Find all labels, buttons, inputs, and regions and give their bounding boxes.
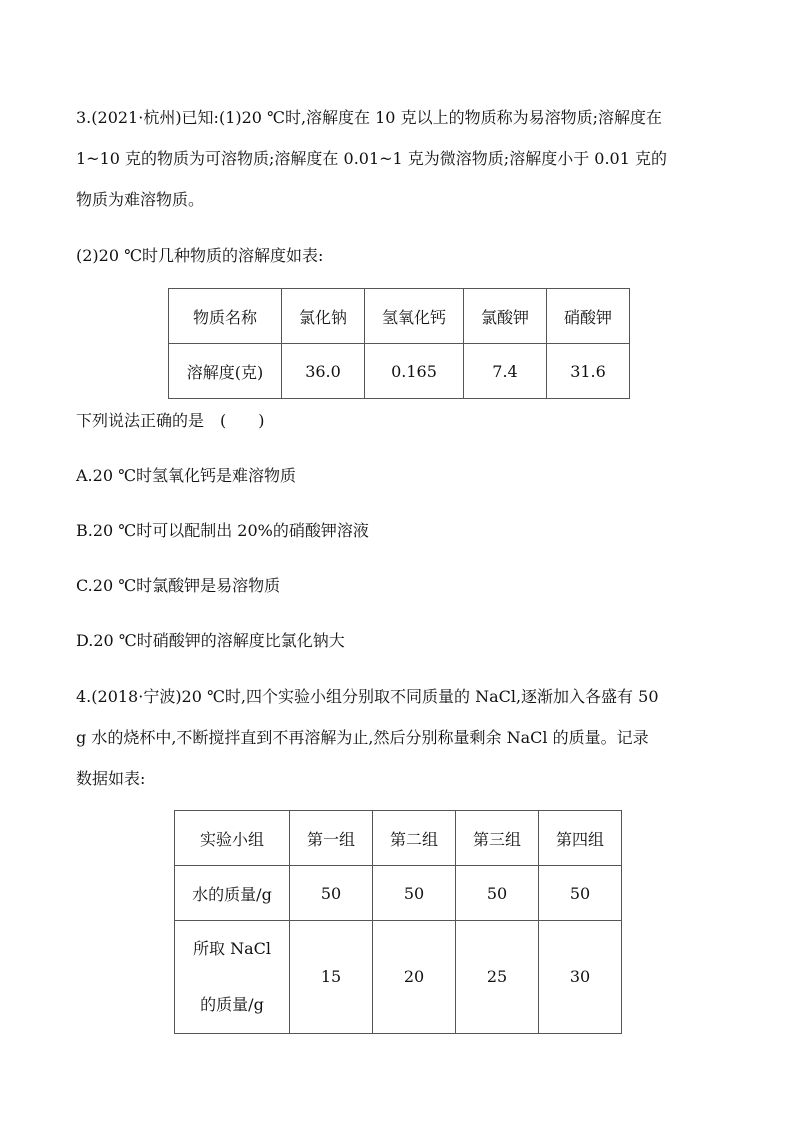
table-cell: 15: [290, 921, 373, 1034]
table-cell: 20: [373, 921, 456, 1034]
table-row: [169, 344, 630, 399]
table-row: [169, 289, 630, 344]
table-header-cell: 第四组: [539, 811, 622, 866]
table-row: [175, 921, 622, 1034]
table-row-label-line-1: 所取 NaCl: [193, 939, 271, 958]
q3-option-c: C.20 ℃时氯酸钾是易溶物质: [76, 576, 281, 595]
table-header-cell: 第二组: [373, 811, 456, 866]
solubility-table: [168, 288, 630, 399]
table-header-cell: 硝酸钾: [547, 289, 630, 344]
experiment-table: [174, 810, 622, 1034]
table-row-label: 水的质量/g: [175, 866, 290, 921]
q3-option-a: A.20 ℃时氢氧化钙是难溶物质: [76, 466, 296, 485]
table-header-cell: 第三组: [456, 811, 539, 866]
table-cell: 50: [456, 866, 539, 921]
q3-prompt: 下列说法正确的是 ( ): [76, 411, 265, 430]
table-cell: 50: [373, 866, 456, 921]
q4-stem-line-2: g 水的烧杯中,不断搅拌直到不再溶解为止,然后分别称量剩余 NaCl 的质量。记录: [76, 728, 649, 747]
q3-part2-text: (2)20 ℃时几种物质的溶解度如表:: [76, 246, 324, 265]
table-row-label: [175, 921, 290, 1034]
table-cell: 50: [290, 866, 373, 921]
q4-stem-line-1: 4.(2018·宁波)20 ℃时,四个实验小组分别取不同质量的 NaCl,逐渐加入各盛有 50: [76, 687, 659, 706]
table-cell: 0.165: [365, 344, 464, 399]
q3-stem-line-2: 1~10 克的物质为可溶物质;溶解度在 0.01~1 克为微溶物质;溶解度小于 0.01 克的: [76, 149, 667, 168]
table-header-cell: 第一组: [290, 811, 373, 866]
q4-stem-line-3: 数据如表:: [76, 769, 146, 788]
q3-stem-line-3: 物质为难溶物质。: [76, 190, 205, 209]
table-header-cell: 氯酸钾: [464, 289, 547, 344]
table-row-label: 溶解度(克): [169, 344, 282, 399]
q3-stem-line-1: 3.(2021·杭州)已知:(1)20 ℃时,溶解度在 10 克以上的物质称为易溶物质;溶解度在: [76, 108, 662, 127]
table-cell: 50: [539, 866, 622, 921]
table-cell: 30: [539, 921, 622, 1034]
table-header-cell: 氢氧化钙: [365, 289, 464, 344]
table-header-cell: 氯化钠: [282, 289, 365, 344]
q3-option-b: B.20 ℃时可以配制出 20%的硝酸钾溶液: [76, 521, 369, 540]
q3-option-d: D.20 ℃时硝酸钾的溶解度比氯化钠大: [76, 631, 345, 650]
table-header-cell: 物质名称: [169, 289, 282, 344]
table-cell: 25: [456, 921, 539, 1034]
table-row-label-line-2: 的质量/g: [200, 995, 264, 1014]
table-row: [175, 811, 622, 866]
table-cell: 7.4: [464, 344, 547, 399]
table-cell: 36.0: [282, 344, 365, 399]
table-row: [175, 866, 622, 921]
table-header-cell: 实验小组: [175, 811, 290, 866]
table-cell: 31.6: [547, 344, 630, 399]
